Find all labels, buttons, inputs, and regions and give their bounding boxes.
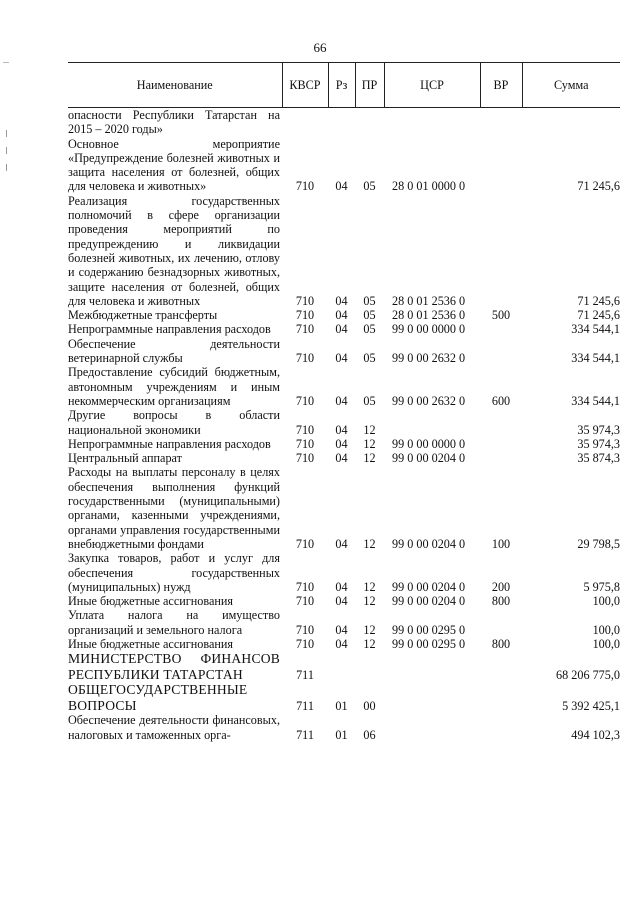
page-number: 66: [313, 40, 327, 55]
cell-name: Непрограммные направления расходов: [68, 322, 271, 337]
cell-sum: 5 392 425,1: [562, 698, 620, 713]
margin-ticks: [6, 130, 10, 181]
cell-pr: 12: [363, 579, 376, 594]
cell-kvsr: 710: [295, 322, 315, 337]
cell-rz: 04: [335, 536, 348, 551]
cell-sum: 100,0: [592, 636, 620, 651]
cell-pr: 05: [363, 393, 376, 408]
cell-csr: 28 0 01 0000 0: [392, 179, 466, 194]
cell-kvsr: 711: [296, 667, 314, 682]
budget-table-container: [68, 62, 620, 742]
cell-vr: [480, 651, 522, 682]
cell-vr: 600: [491, 393, 511, 408]
table-header-row: [68, 63, 620, 108]
cell-pr: 12: [363, 636, 376, 651]
cell-csr: 28 0 01 2536 0: [392, 293, 466, 308]
cell-kvsr: 710: [295, 436, 315, 451]
cell-csr: 99 0 00 0295 0: [392, 622, 466, 637]
cell-name: Закупка товаров, работ и услуг для обеспечения государственных (муниципальных) нужд: [68, 551, 280, 594]
cell-pr: 05: [363, 351, 376, 366]
cell-vr: [480, 451, 522, 465]
cell-name: МИНИСТЕРСТВО ФИНАНСОВ РЕСПУБЛИКИ ТАТАРСТАН: [68, 651, 280, 682]
cell-rz: 01: [335, 698, 348, 713]
cell-pr: 12: [363, 594, 376, 609]
cell-sum: 100,0: [592, 594, 620, 609]
cell-csr: [384, 713, 480, 742]
cell-csr: 99 0 00 2632 0: [392, 351, 466, 366]
cell-sum: 68 206 775,0: [556, 667, 620, 682]
cell-vr: 800: [491, 594, 511, 609]
cell-name: Иные бюджетные ассигнования: [68, 636, 234, 651]
table-row: [68, 137, 620, 194]
header-pr: ПР: [355, 63, 384, 108]
cell-sum: 71 245,6: [577, 293, 620, 308]
cell-name: опасности Республики Татарстан на 2015 – 2020 годы»: [68, 108, 280, 137]
cell-rz: 04: [335, 351, 348, 366]
table-row: [68, 451, 620, 465]
cell-pr: [355, 651, 384, 682]
cell-sum: 35 974,3: [577, 422, 620, 437]
cell-rz: 04: [335, 293, 348, 308]
cell-kvsr: [282, 108, 328, 137]
table-row: [68, 408, 620, 437]
table-row: [68, 651, 620, 682]
cell-pr: 05: [363, 308, 376, 323]
cell-kvsr: 710: [295, 179, 315, 194]
cell-rz: [328, 108, 355, 137]
cell-sum: 29 798,5: [577, 536, 620, 551]
cell-rz: 04: [335, 594, 348, 609]
cell-name: Другие вопросы в области национальной экономики: [68, 408, 280, 437]
table-row: [68, 365, 620, 408]
cell-name: Межбюджетные трансферты: [68, 308, 218, 323]
cell-csr: 99 0 00 0204 0: [392, 594, 466, 609]
cell-name: Расходы на выплаты персоналу в целях обеспечения выполнения функций государственными (муниципальными) органами, казенными учреждениями, органами управления государственными внебюджетными фондами: [68, 465, 280, 551]
table-row: [68, 608, 620, 637]
cell-csr: 99 0 00 0204 0: [392, 579, 466, 594]
cell-sum: 334 544,1: [571, 351, 620, 366]
header-csr: ЦСР: [384, 63, 480, 108]
cell-csr: 99 0 00 0204 0: [392, 451, 466, 466]
cell-sum: 35 974,3: [577, 436, 620, 451]
table-row: [68, 194, 620, 308]
cell-kvsr: 711: [296, 727, 314, 742]
cell-name: Предоставление субсидий бюджетным, автономным учреждениям и иным некоммерческим организациям: [68, 365, 280, 408]
cell-vr: [480, 137, 522, 194]
cell-pr: 00: [363, 698, 376, 713]
cell-vr: [480, 608, 522, 637]
cell-vr: [480, 337, 522, 366]
table-row: [68, 637, 620, 651]
cell-rz: 01: [335, 727, 348, 742]
cell-vr: [480, 108, 522, 137]
cell-vr: [480, 713, 522, 742]
cell-kvsr: 710: [295, 293, 315, 308]
cell-csr: 99 0 00 0000 0: [392, 322, 466, 337]
margin-mark: [3, 62, 9, 63]
cell-kvsr: 710: [295, 622, 315, 637]
cell-pr: 06: [363, 727, 376, 742]
cell-vr: 500: [491, 308, 511, 323]
cell-sum: 334 544,1: [571, 322, 620, 337]
cell-sum: 5 975,8: [583, 579, 620, 594]
cell-vr: 800: [491, 636, 511, 651]
cell-csr: 28 0 01 2536 0: [392, 308, 466, 323]
cell-csr: 99 0 00 2632 0: [392, 393, 466, 408]
header-sum: Сумма: [522, 63, 620, 108]
cell-vr: [480, 437, 522, 451]
header-rz: Рз: [328, 63, 355, 108]
cell-sum: 494 102,3: [571, 727, 620, 742]
cell-sum: 71 245,6: [577, 308, 620, 323]
cell-csr: 99 0 00 0295 0: [392, 636, 466, 651]
table-row: [68, 713, 620, 742]
cell-rz: [328, 651, 355, 682]
table-row: [68, 308, 620, 322]
cell-pr: 12: [363, 622, 376, 637]
cell-kvsr: 710: [295, 308, 315, 323]
table-row: [68, 465, 620, 551]
cell-csr: 99 0 00 0204 0: [392, 536, 466, 551]
cell-csr: [384, 651, 480, 682]
header-kvsr: КВСР: [282, 63, 328, 108]
cell-rz: 04: [335, 622, 348, 637]
cell-csr: [384, 682, 480, 713]
cell-name: ОБЩЕГОСУДАРСТВЕННЫЕ ВОПРОСЫ: [68, 682, 248, 713]
header-name: Наименование: [68, 63, 282, 108]
cell-rz: 04: [335, 393, 348, 408]
cell-rz: 04: [335, 436, 348, 451]
cell-vr: 100: [491, 536, 511, 551]
table-row: [68, 682, 620, 713]
cell-kvsr: 710: [295, 351, 315, 366]
cell-rz: 04: [335, 179, 348, 194]
cell-kvsr: 710: [295, 536, 315, 551]
cell-sum: 100,0: [592, 622, 620, 637]
cell-vr: 200: [491, 579, 511, 594]
cell-pr: 12: [363, 536, 376, 551]
cell-pr: 05: [363, 322, 376, 337]
cell-name: Основное мероприятие «Предупреждение болезней животных и защита населения от болезней, общих для человека и животных»: [68, 136, 280, 194]
cell-rz: 04: [335, 422, 348, 437]
cell-pr: 05: [363, 293, 376, 308]
table-row: [68, 322, 620, 336]
cell-pr: 05: [363, 179, 376, 194]
cell-pr: 12: [363, 451, 376, 466]
cell-rz: 04: [335, 308, 348, 323]
cell-csr: [384, 108, 480, 137]
table-row: [68, 337, 620, 366]
cell-vr: [480, 322, 522, 336]
cell-rz: 04: [335, 451, 348, 466]
cell-kvsr: 710: [295, 636, 315, 651]
cell-kvsr: 710: [295, 422, 315, 437]
cell-kvsr: 710: [295, 451, 315, 466]
budget-table: [68, 62, 620, 742]
cell-kvsr: 711: [296, 698, 314, 713]
cell-rz: 04: [335, 636, 348, 651]
cell-csr: 99 0 00 0000 0: [392, 436, 466, 451]
cell-name: Иные бюджетные ассигнования: [68, 594, 234, 609]
cell-name: Реализация государственных полномочий в сфере организации проведения мероприятий по предупреждению и ликвидации болезней животных, их лечению, отлову и содержанию безнадзорных животных, защите населения от болезней, общих для человека и животных: [68, 193, 280, 308]
table-row: [68, 108, 620, 137]
cell-kvsr: 710: [295, 579, 315, 594]
cell-name: Обеспечение деятельности финансовых, налоговых и таможенных орга-: [68, 713, 280, 742]
cell-pr: 12: [363, 422, 376, 437]
cell-name: Центральный аппарат: [68, 451, 182, 466]
cell-rz: 04: [335, 579, 348, 594]
cell-vr: [480, 408, 522, 437]
cell-pr: [355, 108, 384, 137]
cell-sum: 35 874,3: [577, 451, 620, 466]
table-row: [68, 437, 620, 451]
table-row: [68, 551, 620, 594]
cell-pr: 12: [363, 436, 376, 451]
cell-sum: 334 544,1: [571, 393, 620, 408]
cell-rz: 04: [335, 322, 348, 337]
cell-vr: [480, 194, 522, 308]
header-vr: ВР: [480, 63, 522, 108]
cell-vr: [480, 682, 522, 713]
cell-kvsr: 710: [295, 393, 315, 408]
cell-name: Уплата налога на имущество организаций и земельного налога: [68, 608, 280, 637]
cell-name: Непрограммные направления расходов: [68, 436, 271, 451]
cell-sum: 71 245,6: [577, 179, 620, 194]
cell-name: Обеспечение деятельности ветеринарной службы: [68, 336, 280, 366]
cell-csr: [384, 408, 480, 437]
cell-sum: [522, 108, 620, 137]
table-row: [68, 594, 620, 608]
cell-kvsr: 710: [295, 594, 315, 609]
